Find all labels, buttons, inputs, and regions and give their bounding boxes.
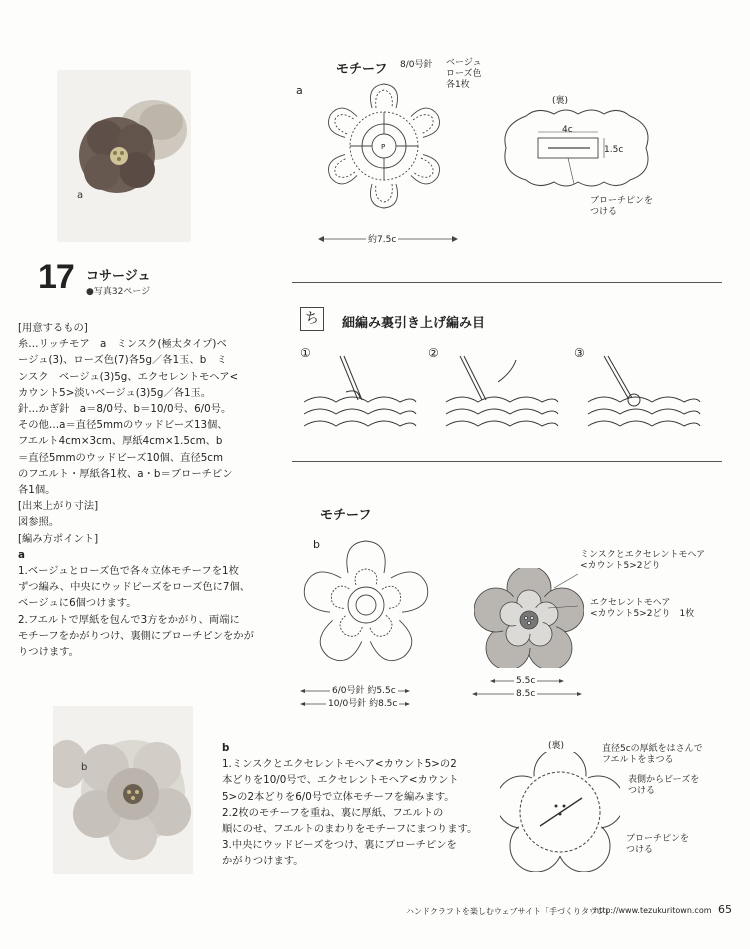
stitch-illustration-1 bbox=[300, 352, 418, 442]
callout-line: <カウント5>2どり bbox=[580, 561, 661, 571]
motif-a-dim-w: 4c bbox=[562, 125, 573, 135]
motif-b-dim-inner: 5.5c bbox=[516, 676, 536, 686]
a-point-line: りつけます。 bbox=[18, 646, 79, 659]
motif-b-needle-2: 10/0号針 bbox=[328, 699, 367, 709]
footer-url[interactable]: http://www.tezukuritown.com bbox=[594, 906, 712, 915]
a-point-line: 1.ベージュとローズ色で各々立体モチーフを1枚 bbox=[18, 565, 239, 578]
motif-b-needle-1: 6/0号針 bbox=[332, 686, 365, 696]
photo-reference: ●写真32ページ bbox=[86, 287, 151, 297]
motif-b-size-1: 約5.5c bbox=[367, 686, 396, 696]
b-point-line: 2.2枚のモチーフを重ね、裏に厚紙、フエルトの bbox=[222, 806, 444, 819]
color-line: ベージュ bbox=[446, 58, 482, 68]
motif-a-dim-h: 1.5c bbox=[604, 145, 624, 155]
footer-site: ハンドクラフトを楽しむウェブサイト「手づくりタウン」 bbox=[406, 907, 613, 916]
motif-a-chart bbox=[314, 78, 454, 218]
b-point-line: 5>の2本どりを6/0号で立体モチーフを編みます。 bbox=[222, 790, 455, 803]
back-b-note-2 bbox=[628, 775, 699, 797]
b-points-block bbox=[222, 740, 477, 870]
a-point-line: ずつ編み、中央にウッドビーズをローズ色に7個、 bbox=[18, 581, 251, 594]
motif-a-brooch-note bbox=[590, 196, 653, 218]
motif-b-label: b bbox=[313, 538, 320, 551]
back-b-note-1 bbox=[602, 744, 703, 766]
item-number: 17 bbox=[38, 258, 74, 296]
stitch-illustration-2 bbox=[442, 352, 560, 442]
motif-b-dim-outer: 8.5c bbox=[516, 689, 536, 699]
a-points-label: a bbox=[18, 548, 25, 561]
materials-line: のフエルト・厚紙各1枚、a・b＝ブローチピン bbox=[18, 467, 233, 480]
materials-line: 各1個。 bbox=[18, 484, 56, 497]
note-line: 表側からビーズを bbox=[628, 775, 700, 785]
back-b-note-3 bbox=[626, 834, 689, 856]
photo-b-label: b bbox=[81, 762, 88, 773]
divider-2 bbox=[292, 461, 722, 462]
photo-b bbox=[53, 706, 193, 874]
motif-a-back-label: (裏) bbox=[552, 96, 569, 106]
motif-a-label: a bbox=[296, 84, 303, 97]
note-line: つける bbox=[626, 845, 654, 855]
note-line: ブローチピンを bbox=[626, 834, 690, 844]
materials-block bbox=[18, 320, 254, 660]
note-line: つける bbox=[628, 786, 656, 796]
brooch-line: ブローチピンを bbox=[590, 196, 654, 206]
flower-photo-b bbox=[53, 706, 193, 874]
callout-line: エクセレントモヘア bbox=[590, 598, 671, 608]
materials-header: [用意するもの] bbox=[18, 322, 88, 334]
motif-b-finished-flower bbox=[474, 568, 584, 668]
motif-b-title: モチーフ bbox=[320, 508, 372, 523]
color-line: 各1枚 bbox=[446, 80, 470, 90]
stitch-title: 細編み裏引き上げ編み目 bbox=[342, 316, 486, 331]
note-line: 直径5cの厚紙をはさんで bbox=[602, 744, 703, 754]
a-point-line: 2.フエルトで厚紙を包んで3方をかがり、両端に bbox=[18, 613, 240, 626]
b-points-label: b bbox=[222, 742, 230, 754]
brooch-line: つける bbox=[590, 207, 618, 217]
back-b-label: (裏) bbox=[548, 741, 565, 751]
a-point-line: ベージュに6個つけます。 bbox=[18, 597, 137, 610]
b-point-line: かがりつけます。 bbox=[222, 855, 304, 868]
motif-b-size-row-2 bbox=[326, 699, 399, 710]
points-header: [編み方ポイント] bbox=[18, 532, 99, 545]
note-line: フエルトをまつる bbox=[602, 755, 674, 765]
page-number: 65 bbox=[718, 903, 732, 916]
motif-a-needle: 8/0号針 bbox=[400, 60, 433, 70]
item-title: コサージュ bbox=[86, 269, 151, 284]
color-line: ローズ色 bbox=[446, 69, 482, 79]
materials-line: ージュ(3)、ローズ色(7)各5g／各1玉、b ミ bbox=[18, 354, 227, 367]
materials-line: その他…a＝直径5mmのウッドビーズ13個、 bbox=[18, 419, 228, 432]
callout-line: <カウント5>2どり 1枚 bbox=[590, 609, 695, 619]
materials-line: カウント5>淡いベージュ(3)5g／各1玉。 bbox=[18, 386, 212, 399]
motif-a-width: 約7.5c bbox=[368, 235, 397, 245]
svg-text:P: P bbox=[381, 143, 386, 151]
flower-photo-a bbox=[57, 70, 191, 242]
motif-b-callout-1 bbox=[580, 550, 705, 572]
motif-a-title: モチーフ bbox=[336, 62, 388, 77]
stitch-illustration-3 bbox=[584, 352, 702, 442]
motif-b-callout-2 bbox=[590, 598, 694, 620]
divider-1 bbox=[292, 282, 722, 283]
materials-line: ＝直径5mmのウッドビーズ10個、直径5cm bbox=[18, 451, 223, 464]
b-point-line: 順にのせ、フエルトのまわりをモチーフにまつります。 bbox=[222, 823, 478, 836]
b-point-line: 3.中央にウッドビーズをつけ、裏にブローチピンを bbox=[222, 839, 457, 852]
photo-a-label: a bbox=[77, 190, 84, 201]
callout-line: ミンスクとエクセレントモヘア bbox=[580, 550, 706, 560]
photo-a bbox=[57, 70, 191, 242]
stitch-symbol: ち bbox=[300, 307, 324, 331]
materials-line: ンスク ベージュ(3)5g、エクセレントモヘア< bbox=[18, 370, 239, 383]
materials-line: 針…かぎ針 a＝8/0号、b＝10/0号、6/0号。 bbox=[18, 403, 232, 416]
motif-b-size-row-1 bbox=[330, 686, 398, 697]
b-point-line: 1.ミンスクとエクセレントモヘア<カウント5>の2 bbox=[222, 758, 457, 771]
stitch-step-3: ③ bbox=[574, 346, 585, 360]
materials-line: 糸…リッチモア a ミンスク(極太タイプ)ベ bbox=[18, 338, 227, 351]
materials-line: フエルト4cm×3cm、厚紙4cm×1.5cm、b bbox=[18, 435, 223, 448]
a-point-line: モチーフをかがりつけ、裏側にブローチピンをかが bbox=[18, 629, 254, 642]
size-text: 図参照。 bbox=[18, 516, 60, 529]
stitch-step-1: ① bbox=[300, 346, 311, 360]
motif-b-chart bbox=[296, 535, 436, 675]
b-point-line: 本どりを10/0号で、エクセレントモヘア<カウント bbox=[222, 774, 459, 787]
back-b-diagram bbox=[500, 752, 620, 872]
stitch-step-2: ② bbox=[428, 346, 439, 360]
size-header: [出来上がり寸法] bbox=[18, 500, 99, 513]
motif-a-back-diagram bbox=[496, 106, 656, 190]
motif-b-size-2: 約8.5c bbox=[369, 699, 398, 709]
